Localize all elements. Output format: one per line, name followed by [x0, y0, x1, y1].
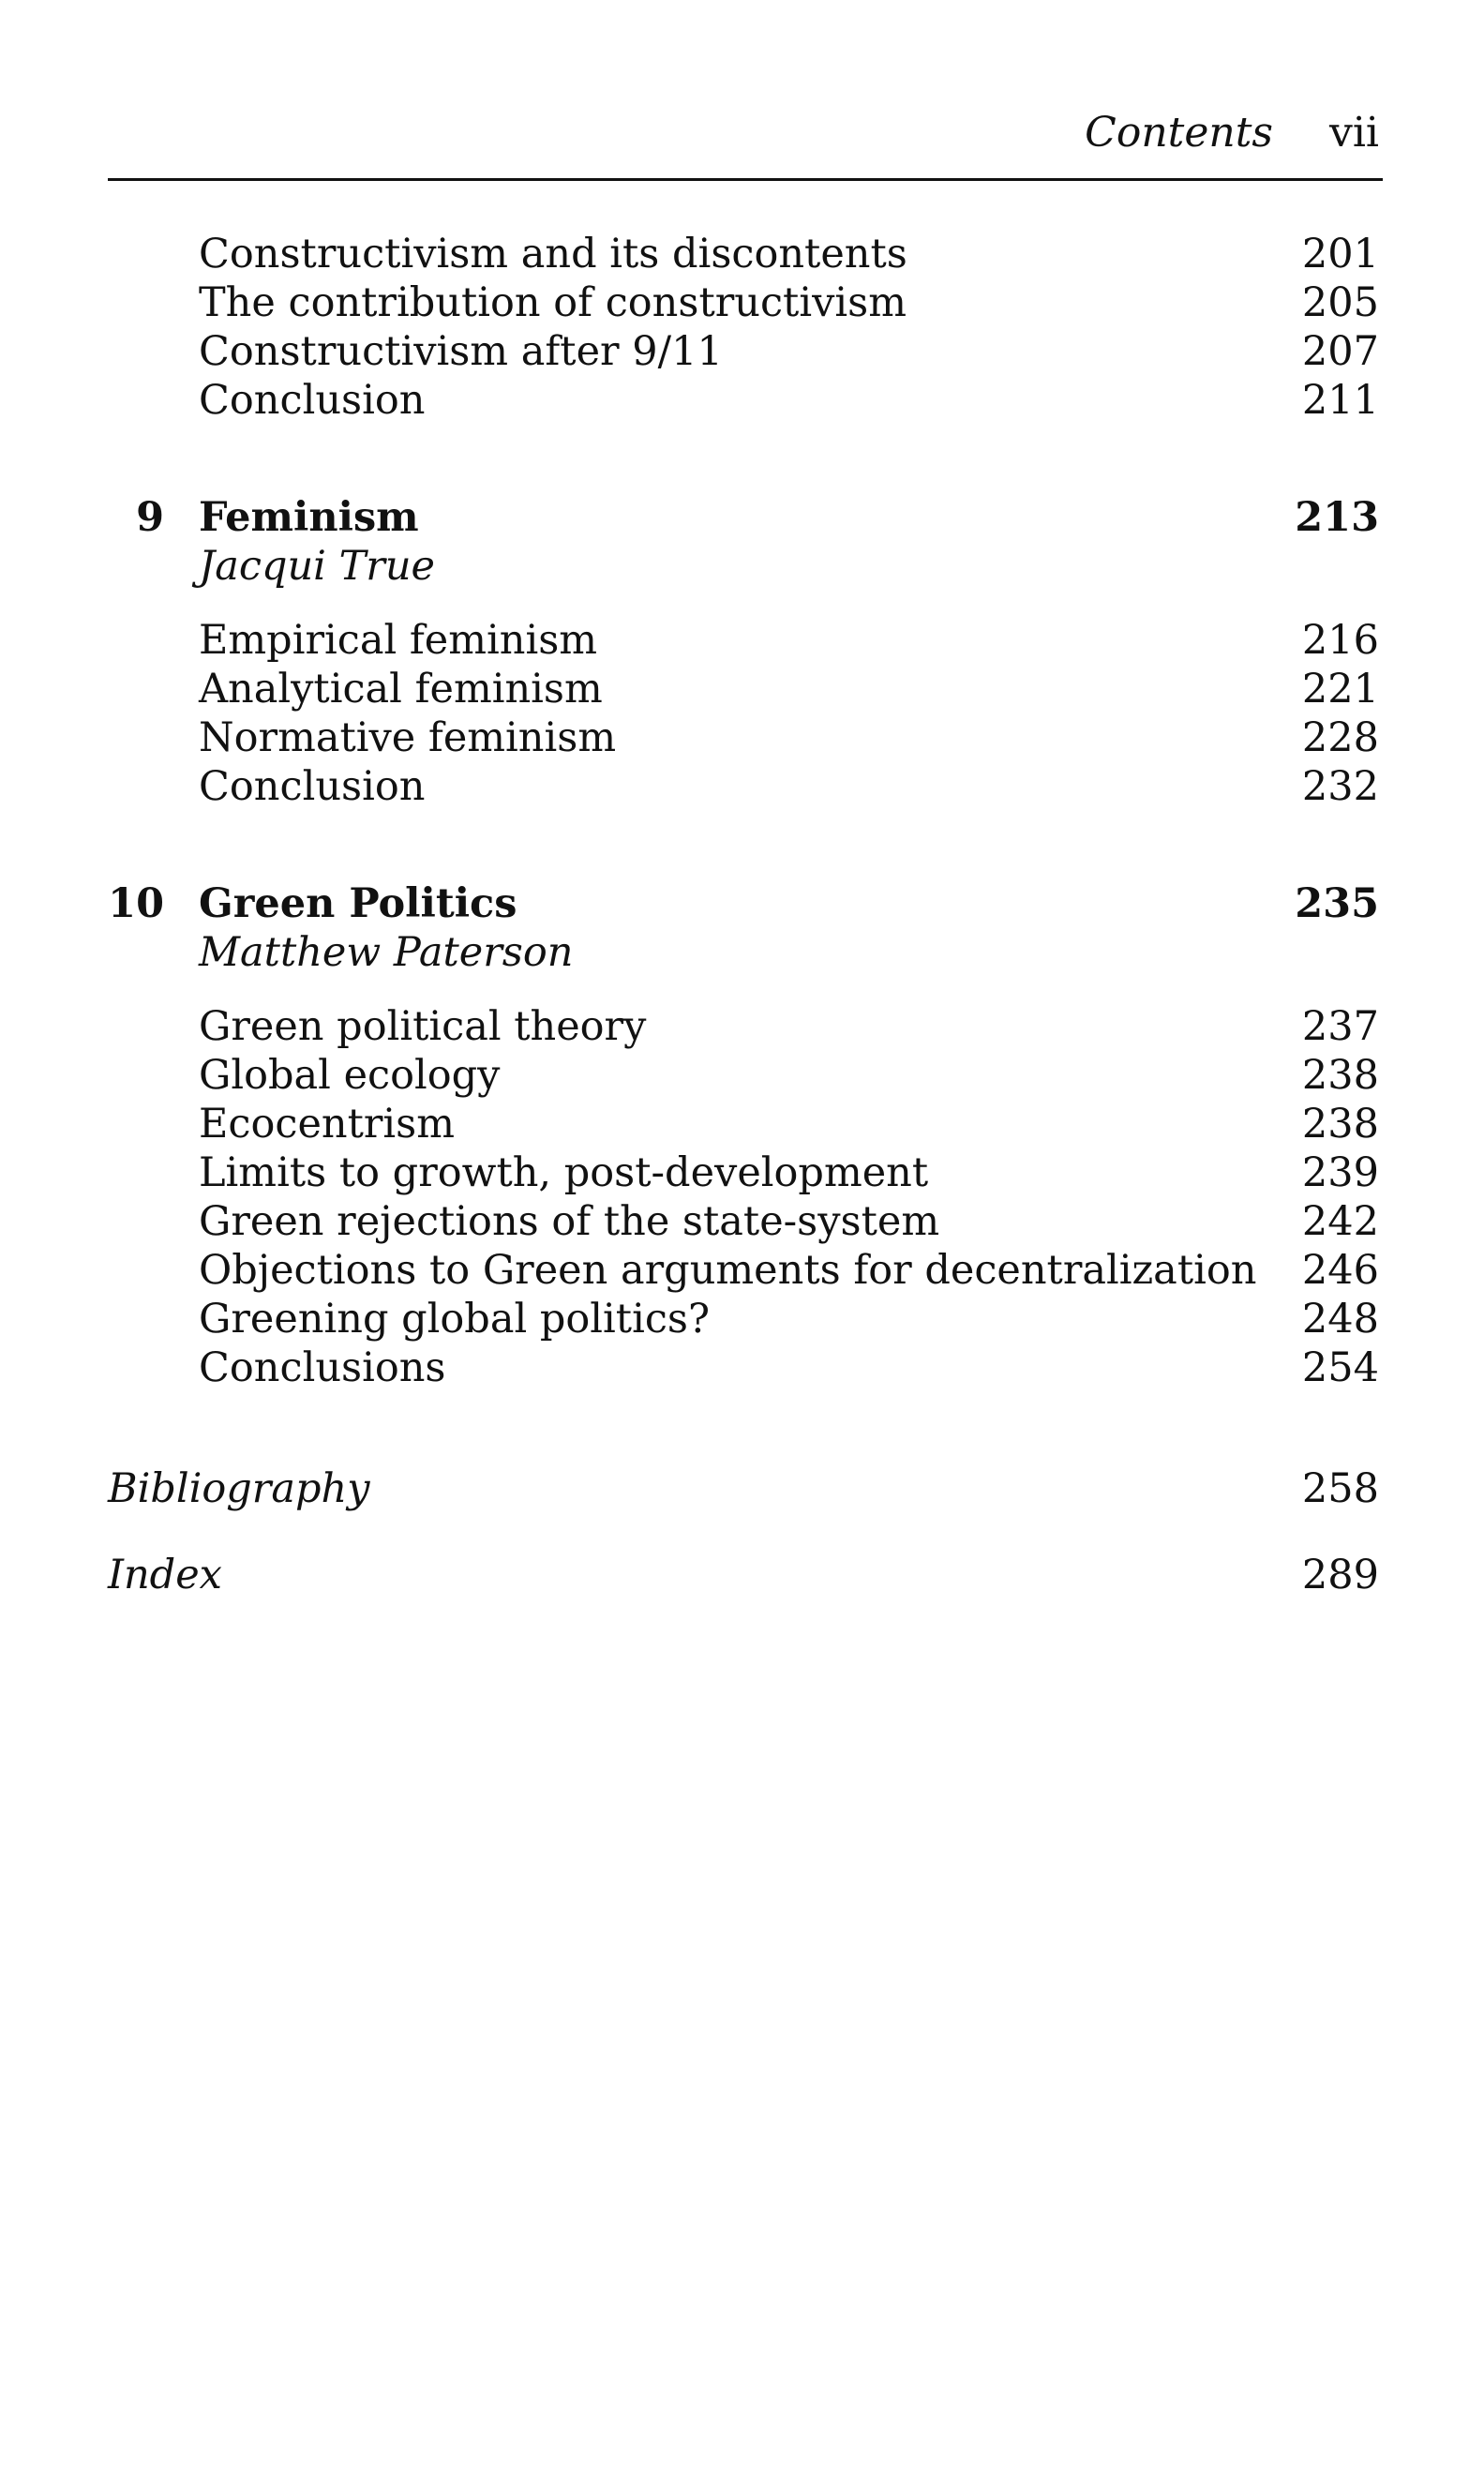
running-head-title: Contents: [1085, 109, 1273, 157]
toc-entry-page: 205: [1301, 279, 1379, 326]
chapter-10-heading[interactable]: [108, 878, 1383, 929]
toc-entry[interactable]: [108, 713, 1383, 763]
chapter-9-author: [108, 541, 1383, 592]
toc-entry-title: Greening global politics?: [199, 1296, 711, 1343]
toc-entry[interactable]: [108, 615, 1383, 666]
chapter-page: 213: [1295, 494, 1379, 541]
toc-entry-title: Conclusions: [199, 1344, 446, 1391]
toc-entry-page: 254: [1301, 1344, 1379, 1391]
toc-entry-title: Ecocentrism: [199, 1101, 456, 1148]
toc-entry[interactable]: [108, 1001, 1383, 1052]
chapter-author: Matthew Paterson: [199, 929, 574, 976]
toc-entry-page: 232: [1301, 763, 1379, 810]
toc-entry-page: 238: [1301, 1101, 1379, 1148]
toc-entry-title: Empirical feminism: [199, 617, 598, 664]
back-matter-title: Index: [108, 1552, 222, 1598]
toc-entry-page: 248: [1301, 1296, 1379, 1343]
toc-entry-page: 216: [1301, 617, 1379, 664]
toc-entry[interactable]: [108, 278, 1383, 328]
toc-entry[interactable]: [108, 761, 1383, 812]
header-rule: [108, 178, 1383, 181]
chapter-number: 9: [136, 494, 164, 541]
toc-entry[interactable]: [108, 375, 1383, 426]
toc-entry-title: Green rejections of the state-system: [199, 1198, 940, 1245]
back-matter-page: 289: [1301, 1552, 1379, 1598]
toc-entry-title: Conclusion: [199, 377, 426, 424]
chapter-10-author: [108, 927, 1383, 978]
toc-entry-title: The contribution of constructivism: [199, 279, 907, 326]
toc-entry[interactable]: [108, 229, 1383, 279]
toc-entry[interactable]: [108, 326, 1383, 377]
toc-entry-page: 211: [1301, 377, 1379, 424]
toc-entry-page: 201: [1301, 231, 1379, 278]
chapter-title: Green Politics: [199, 880, 517, 927]
page-number: vii: [1328, 109, 1379, 157]
toc-entry-title: Constructivism and its discontents: [199, 231, 907, 278]
toc-entry-page: 242: [1301, 1198, 1379, 1245]
chapter-number: 10: [108, 880, 164, 927]
toc-entry-title: Global ecology: [199, 1052, 501, 1099]
toc-entry[interactable]: [108, 1294, 1383, 1344]
toc-bibliography[interactable]: [108, 1463, 1383, 1514]
toc-entry-title: Green political theory: [199, 1003, 647, 1050]
toc-entry-page: 246: [1301, 1247, 1379, 1294]
chapter-title: Feminism: [199, 494, 419, 541]
toc-entry[interactable]: [108, 1343, 1383, 1393]
toc-entry[interactable]: [108, 1196, 1383, 1247]
toc-entry-page: 237: [1301, 1003, 1379, 1050]
toc-entry-title: Constructivism after 9/11: [199, 328, 723, 375]
back-matter-title: Bibliography: [108, 1465, 370, 1512]
running-head: [1085, 105, 1379, 161]
toc-entry-title: Conclusion: [199, 763, 426, 810]
toc-entry-title: Normative feminism: [199, 714, 617, 761]
back-matter-page: 258: [1301, 1465, 1379, 1512]
toc-entry[interactable]: [108, 1245, 1383, 1296]
toc-entry[interactable]: [108, 1050, 1383, 1101]
toc-entry[interactable]: [108, 1148, 1383, 1198]
chapter-page: 235: [1295, 880, 1379, 927]
toc-entry-page: 228: [1301, 714, 1379, 761]
toc-entry-page: 221: [1301, 666, 1379, 713]
toc-entry-title: Limits to growth, post-development: [199, 1149, 929, 1196]
toc-entry-title: Analytical feminism: [199, 666, 603, 713]
chapter-9-heading[interactable]: [108, 492, 1383, 543]
chapter-author: Jacqui True: [199, 543, 435, 590]
toc-entry-page: 207: [1301, 328, 1379, 375]
toc-index[interactable]: [108, 1550, 1383, 1600]
toc-entry-page: 239: [1301, 1149, 1379, 1196]
toc-entry-title: Objections to Green arguments for decentralization: [199, 1247, 1257, 1294]
toc-entry[interactable]: [108, 664, 1383, 714]
toc-entry-page: 238: [1301, 1052, 1379, 1099]
toc-entry[interactable]: [108, 1099, 1383, 1149]
